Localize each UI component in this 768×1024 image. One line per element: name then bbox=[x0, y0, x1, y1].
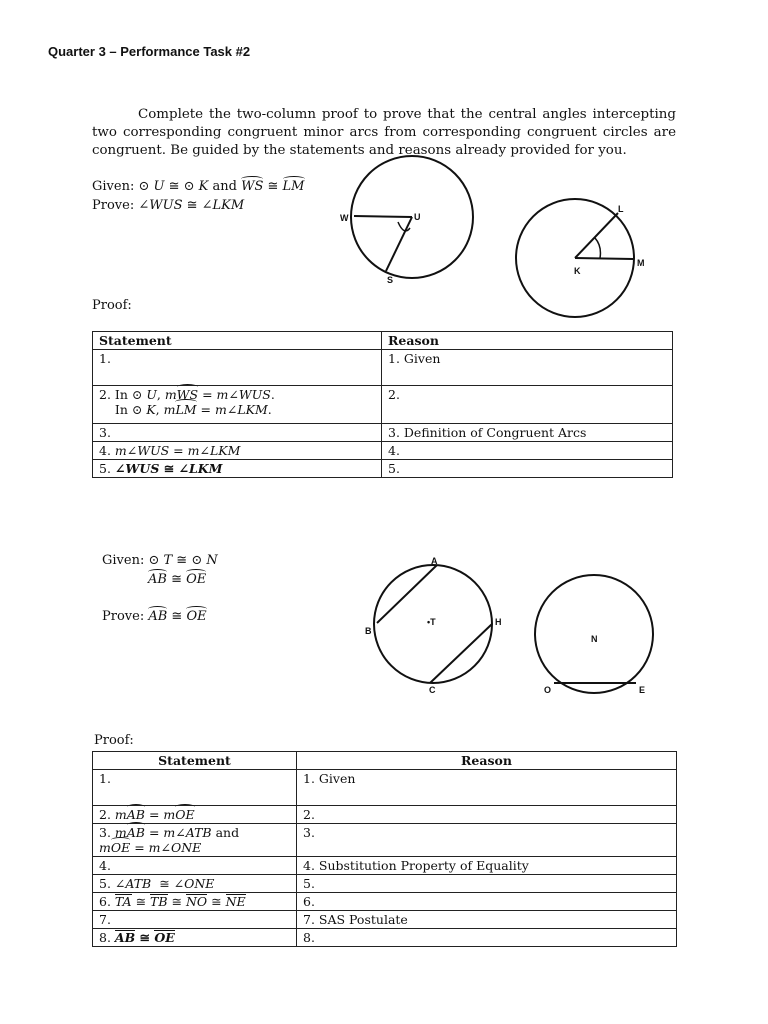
table-row bbox=[93, 875, 677, 893]
given-1 bbox=[92, 179, 305, 194]
label-l: L bbox=[618, 204, 624, 214]
radius-uw bbox=[354, 216, 412, 217]
table-row bbox=[93, 857, 677, 875]
table-row bbox=[93, 350, 673, 386]
table-row bbox=[93, 893, 677, 911]
statement-cell: 6. TA ≅ TB ≅ NO ≅ NE bbox=[93, 893, 297, 911]
label-n: N bbox=[591, 634, 598, 644]
label-w: W bbox=[340, 213, 349, 223]
reason-cell: 3. bbox=[297, 824, 677, 857]
statement-cell: 8. AB ≅ OE bbox=[93, 929, 297, 947]
label-e: E bbox=[639, 685, 646, 695]
reason-cell: 7. SAS Postulate bbox=[297, 911, 677, 929]
proof-table-2 bbox=[92, 751, 677, 947]
reason-cell: 2. bbox=[382, 386, 673, 424]
table-row bbox=[93, 911, 677, 929]
reason-header: Reason bbox=[382, 332, 673, 350]
given-label: Given: bbox=[92, 179, 139, 194]
statement-cell: 4. m∠WUS = m∠LKM bbox=[93, 442, 382, 460]
radius-km bbox=[575, 258, 633, 259]
chord-hc bbox=[430, 624, 492, 683]
table-row bbox=[93, 806, 677, 824]
statement-cell: 1. bbox=[93, 770, 297, 806]
given-label: Given: bbox=[102, 553, 149, 568]
table-row bbox=[93, 929, 677, 947]
table-row bbox=[93, 424, 673, 442]
given-statement: ⊙ U ≅ ⊙ K and WS ≅ LM bbox=[138, 179, 305, 194]
label-t: •T bbox=[427, 617, 436, 627]
table-header-row bbox=[93, 332, 673, 350]
reason-cell: 1. Given bbox=[297, 770, 677, 806]
statement-cell: 2. In ⊙ U, mWS = m∠WUS. In ⊙ K, mLM = m∠LKM. bbox=[93, 386, 382, 424]
figure-circles-t-n bbox=[355, 550, 675, 700]
proof-label-1: Proof: bbox=[92, 298, 132, 313]
reason-cell: 4. Substitution Property of Equality bbox=[297, 857, 677, 875]
statement-header: Statement bbox=[93, 752, 297, 770]
reason-cell: 1. Given bbox=[382, 350, 673, 386]
statement-cell: 2. mAB = mOE bbox=[93, 806, 297, 824]
given-2-line2: AB ≅ OE bbox=[148, 572, 207, 587]
prove-label: Prove: bbox=[102, 609, 149, 624]
label-m: M bbox=[637, 258, 645, 268]
radius-kl bbox=[575, 213, 618, 258]
label-u: U bbox=[414, 212, 421, 222]
label-c: C bbox=[429, 685, 436, 695]
prove-1 bbox=[92, 198, 244, 213]
prove-label: Prove: bbox=[92, 198, 139, 213]
prove-2 bbox=[102, 609, 207, 624]
statement-header: Statement bbox=[93, 332, 382, 350]
prove-statement: ∠WUS ≅ ∠LKM bbox=[138, 198, 245, 213]
given-statement: ⊙ T ≅ ⊙ N bbox=[148, 553, 218, 568]
table-row bbox=[93, 386, 673, 424]
reason-cell: 6. bbox=[297, 893, 677, 911]
statement-cell: 1. bbox=[93, 350, 382, 386]
reason-cell: 5. bbox=[382, 460, 673, 478]
statement-cell: 7. bbox=[93, 911, 297, 929]
reason-header: Reason bbox=[297, 752, 677, 770]
table-row bbox=[93, 442, 673, 460]
page-title: Quarter 3 – Performance Task #2 bbox=[48, 44, 251, 59]
statement-cell: 5. ∠WUS ≅ ∠LKM bbox=[93, 460, 382, 478]
label-b: B bbox=[365, 626, 372, 636]
given-2 bbox=[102, 553, 218, 568]
statement-cell: 5. ∠ATB ≅ ∠ONE bbox=[93, 875, 297, 893]
label-k: K bbox=[574, 266, 581, 276]
statement-cell: 4. bbox=[93, 857, 297, 875]
table-row bbox=[93, 824, 677, 857]
reason-cell: 5. bbox=[297, 875, 677, 893]
label-a: A bbox=[431, 556, 438, 566]
statement-cell: 3. mAB = m∠ATB and mOE = m∠ONE bbox=[93, 824, 297, 857]
proof-label-2: Proof: bbox=[94, 733, 134, 748]
table-row bbox=[93, 770, 677, 806]
label-s: S bbox=[387, 275, 394, 285]
chord-ab bbox=[377, 565, 437, 623]
instructions-paragraph: Complete the two-column proof to prove that the central angles intercepting two corresponding congruent minor arcs from corresponding congruent circles are congruent. Be guided by the statements and reasons already provided for you. bbox=[92, 107, 676, 158]
figure-circles-u-k bbox=[330, 150, 670, 320]
table-row bbox=[93, 460, 673, 478]
reason-cell: 8. bbox=[297, 929, 677, 947]
reason-cell: 2. bbox=[297, 806, 677, 824]
proof-table-1 bbox=[92, 331, 673, 478]
label-h: H bbox=[495, 617, 502, 627]
angle-mark-k bbox=[595, 238, 600, 258]
statement-cell: 3. bbox=[93, 424, 382, 442]
table-header-row bbox=[93, 752, 677, 770]
label-o: O bbox=[544, 685, 552, 695]
reason-cell: 3. Definition of Congruent Arcs bbox=[382, 424, 673, 442]
prove-statement: AB ≅ OE bbox=[148, 609, 207, 624]
reason-cell: 4. bbox=[382, 442, 673, 460]
